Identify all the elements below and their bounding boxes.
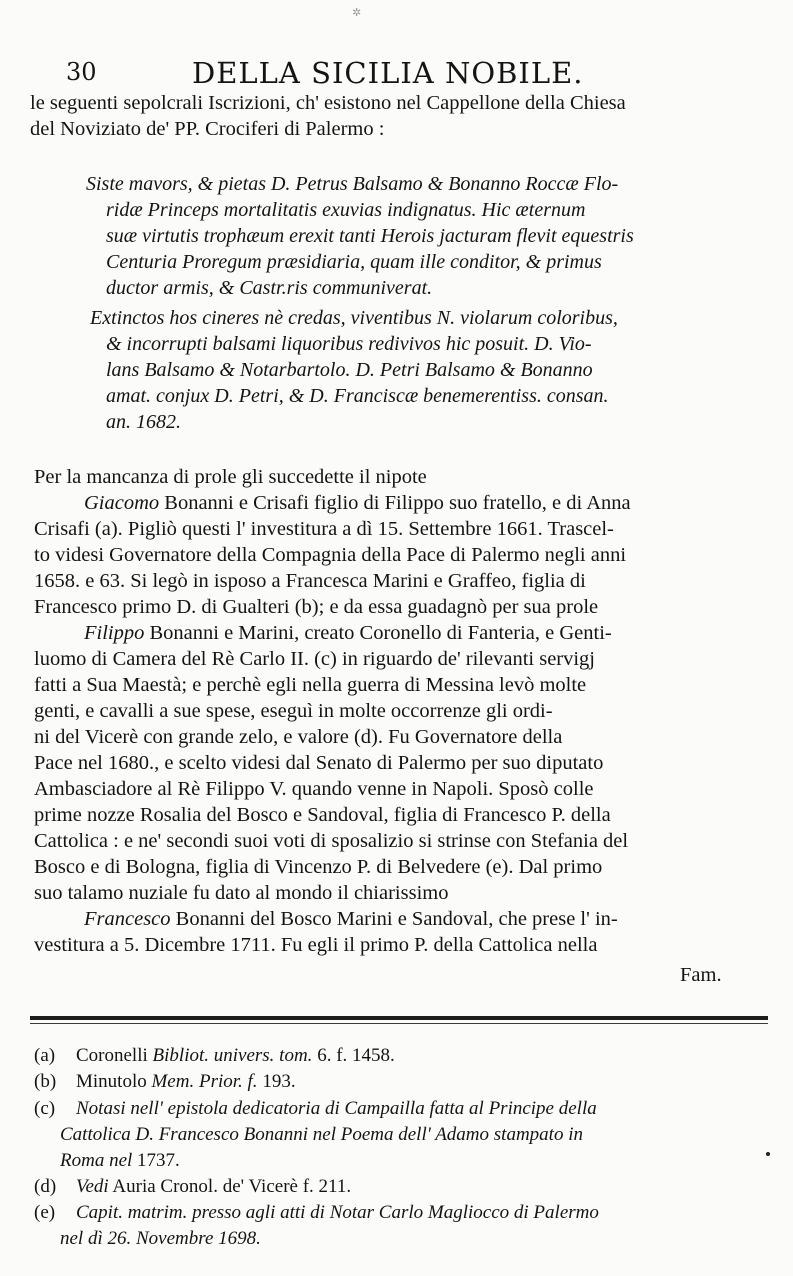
footnote-title: Notasi nell' epistola dedicatoria di Campailla fatta al Principe della bbox=[76, 1098, 597, 1119]
body-text: Cattolica : e ne' secondi suoi voti di sposalizio si strinse con Stefania del bbox=[34, 830, 629, 852]
body-text: Per la mancanza di prole gli succedette il nipote bbox=[34, 466, 427, 488]
intro-line: le seguenti sepolcrali Iscrizioni, ch' esistono nel Cappellone della Chiesa bbox=[30, 92, 626, 114]
body-text: Crisafi (a). Pigliò questi l' investitura a dì 15. Settembre 1661. Trascel- bbox=[34, 518, 614, 540]
body-line bbox=[84, 490, 631, 516]
body-line bbox=[34, 542, 626, 568]
inscription-line: amat. conjux D. Petri, & D. Franciscæ benemerentiss. consan. bbox=[106, 385, 609, 407]
body-text: Bonanni e Marini, creato Coronello di Fanteria, e Genti- bbox=[144, 622, 612, 644]
inscription-line: Centuria Proregum præsidiaria, quam ille conditor, & primus bbox=[106, 251, 602, 273]
footnote-rule-thin bbox=[30, 1023, 768, 1024]
footnote-text: Coronelli bbox=[76, 1045, 153, 1066]
body-text: genti, e cavalli a sue spese, eseguì in molte occorrenze gli ordi- bbox=[34, 700, 553, 722]
footnote-text: 193. bbox=[257, 1071, 296, 1092]
footnote-continuation bbox=[60, 1123, 583, 1147]
body-text: vestitura a 5. Dicembre 1711. Fu egli il primo P. della Cattolica nella bbox=[34, 934, 598, 956]
body-line bbox=[34, 750, 603, 776]
body-line bbox=[34, 828, 628, 854]
inscription-line: an. 1682. bbox=[106, 411, 181, 433]
footnote-title: Mem. Prior. f. bbox=[151, 1071, 258, 1092]
footnote-title: Bibliot. univers. tom. bbox=[152, 1045, 313, 1066]
body-line bbox=[34, 724, 562, 750]
footnote bbox=[34, 1201, 599, 1225]
footnote-title: Cattolica D. Francesco Bonanni nel Poema dell' Adamo stampato in bbox=[60, 1124, 583, 1145]
body-line bbox=[34, 594, 598, 620]
footnote-title: Vedi bbox=[76, 1176, 109, 1197]
footnote-rule bbox=[30, 1016, 768, 1020]
body-text: to videsi Governatore della Compagnia della Pace di Palermo negli anni bbox=[34, 544, 627, 566]
body-text: fatti a Sua Maestà; e perchè egli nella guerra di Messina levò molte bbox=[34, 674, 587, 696]
body-line bbox=[84, 620, 612, 646]
footnote-continuation bbox=[60, 1149, 180, 1173]
ornament-mark: ✲ bbox=[352, 6, 362, 19]
body-line bbox=[84, 906, 618, 932]
body-line bbox=[34, 698, 553, 724]
footnote-mark: (b) bbox=[34, 1071, 57, 1092]
inscription-line: ductor armis, & Castr.ris communiverat. bbox=[106, 277, 433, 299]
page-header bbox=[66, 56, 766, 90]
footnote-continuation bbox=[60, 1227, 261, 1251]
body-text: 1658. e 63. Si legò in isposo a Francesca Marini e Graffeo, figlia di bbox=[34, 570, 586, 592]
footnote-title: Capit. matrim. presso agli atti di Notar Carlo Magliocco di Palermo bbox=[76, 1202, 599, 1223]
ink-dot bbox=[766, 1152, 770, 1156]
body-text: suo talamo nuziale fu dato al mondo il chiarissimo bbox=[34, 882, 449, 904]
inscription-line: lans Balsamo & Notarbartolo. D. Petri Balsamo & Bonanno bbox=[106, 359, 593, 381]
body-text: Francesco primo D. di Gualteri (b); e da essa guadagnò per sua prole bbox=[34, 596, 599, 618]
body-line bbox=[34, 672, 586, 698]
body-line bbox=[34, 932, 597, 958]
body-line bbox=[34, 568, 586, 594]
footnote-text: Auria Cronol. de' Vicerè f. 211. bbox=[108, 1176, 352, 1197]
page-number: 30 bbox=[66, 58, 97, 86]
body-text: Ambasciadore al Rè Filippo V. quando venne in Napoli. Sposò colle bbox=[34, 778, 594, 800]
body-text: Bosco e di Bologna, figlia di Vincenzo P. di Belvedere (e). Dal primo bbox=[34, 856, 603, 878]
footnote-mark: (e) bbox=[34, 1202, 56, 1223]
intro-line: del Noviziato de' PP. Crociferi di Palermo : bbox=[30, 118, 385, 140]
body-text: luomo di Camera del Rè Carlo II. (c) in riguardo de' rilevanti servigj bbox=[34, 648, 596, 670]
body-line bbox=[34, 880, 448, 906]
footnote bbox=[34, 1097, 597, 1121]
footnote-mark: (a) bbox=[34, 1045, 56, 1066]
body-line bbox=[34, 464, 427, 490]
body-line bbox=[34, 776, 594, 802]
footnote-text: 1737. bbox=[132, 1150, 180, 1171]
body-name: Filippo bbox=[84, 622, 145, 644]
inscription-line: suæ virtutis trophæum erexit tanti Herois jacturam flevit equestris bbox=[106, 225, 634, 247]
inscription-line: & incorrupti balsami liquoribus redivivos hic posuit. D. Vio- bbox=[106, 333, 592, 355]
running-title: DELLA SICILIA NOBILE. bbox=[192, 56, 584, 90]
footnote-text: Minutolo bbox=[76, 1071, 152, 1092]
footnote-text: 6. f. 1458. bbox=[312, 1045, 395, 1066]
inscription-line: Siste mavors, & pietas D. Petrus Balsamo & Bonanno Roccæ Flo- bbox=[86, 173, 619, 195]
footnote-mark: (c) bbox=[34, 1098, 56, 1119]
body-line bbox=[34, 646, 595, 672]
inscription-line: Extinctos hos cineres nè credas, viventibus N. violarum coloribus, bbox=[90, 307, 618, 329]
body-text: ni del Vicerè con grande zelo, e valore (d). Fu Governatore della bbox=[34, 726, 563, 748]
inscription-line: ridæ Princeps mortalitatis exuvias indignatus. Hic æternum bbox=[106, 199, 586, 221]
body-text: Bonanni e Crisafi figlio di Filippo suo fratello, e di Anna bbox=[159, 492, 631, 514]
catchword: Fam. bbox=[680, 964, 722, 986]
footnote-mark: (d) bbox=[34, 1176, 57, 1197]
footnote bbox=[34, 1070, 296, 1094]
footnote-title: nel dì 26. Novembre 1698. bbox=[60, 1228, 261, 1249]
body-text: Bonanni del Bosco Marini e Sandoval, che prese l' in- bbox=[170, 908, 618, 930]
footnote bbox=[34, 1044, 395, 1068]
footnote bbox=[34, 1175, 351, 1199]
body-line bbox=[34, 802, 611, 828]
body-line bbox=[34, 516, 614, 542]
body-text: prime nozze Rosalia del Bosco e Sandoval, figlia di Francesco P. della bbox=[34, 804, 611, 826]
body-line bbox=[34, 854, 602, 880]
body-name: Francesco bbox=[84, 908, 171, 930]
body-name: Giacomo bbox=[84, 492, 160, 514]
footnote-title: Roma nel bbox=[60, 1150, 133, 1171]
body-text: Pace nel 1680., e scelto videsi dal Senato di Palermo per suo diputato bbox=[34, 752, 604, 774]
